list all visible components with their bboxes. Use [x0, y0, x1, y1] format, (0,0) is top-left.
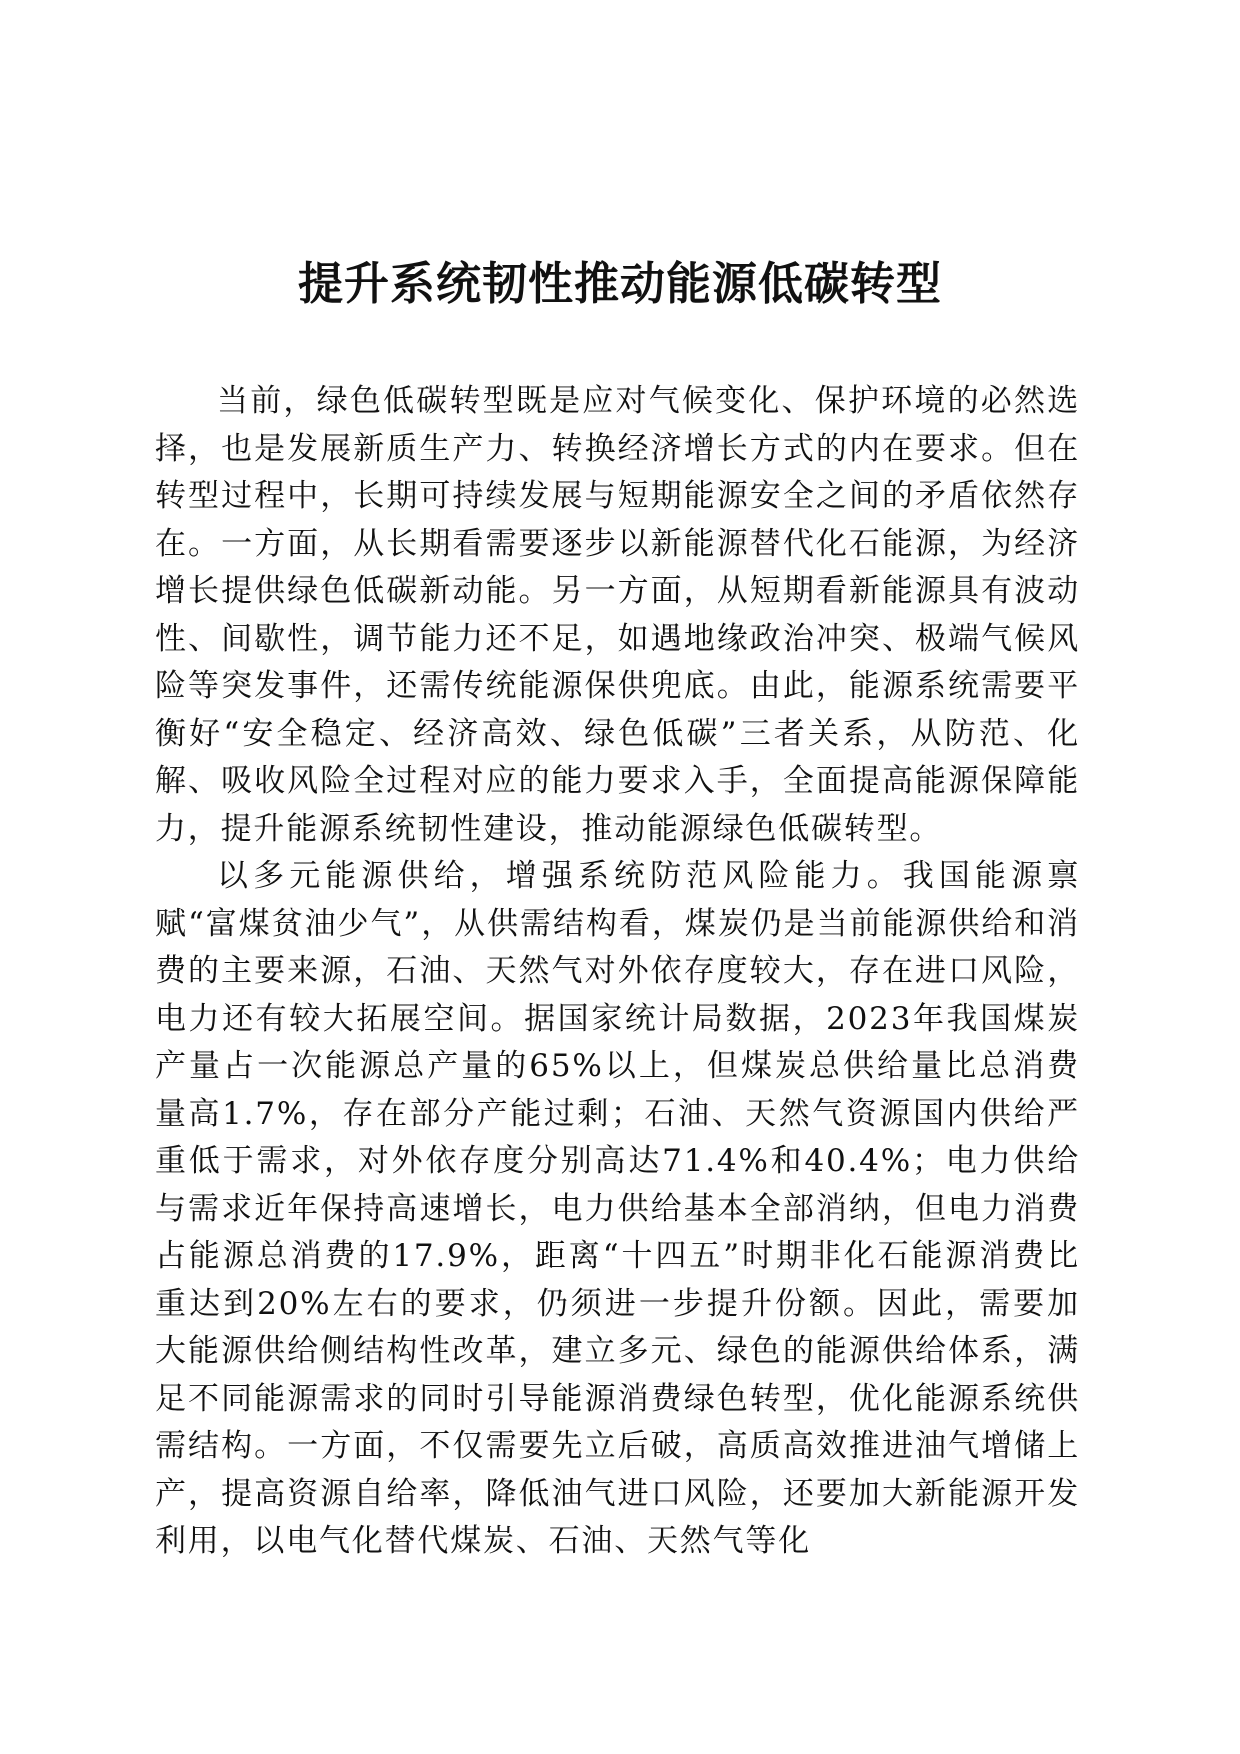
document-body: [155, 378, 1080, 1566]
document-title: 提升系统韧性推动能源低碳转型: [297, 257, 942, 310]
paragraph-intro: 当前，绿色低碳转型既是应对气候变化、保护环境的必然选择，也是发展新质生产力、转换经济增长方式的内在要求。但在转型过程中，长期可持续发展与短期能源安全之间的矛盾依然存在。一方面，从长期看需要逐步以新能源替代化石能源，为经济增长提供绿色低碳新动能。另一方面，从短期看新能源具有波动性、间歇性，调节能力还不足，如遇地缘政治冲突、极端气候风险等突发事件，还需传统能源保供兜底。由此，能源系统需要平衡好“安全稳定、经济高效、绿色低碳”三者关系，从防范、化解、吸收风险全过程对应的能力要求入手，全面提高能源保障能力，提升能源系统韧性建设，推动能源绿色低碳转型。: [155, 383, 1080, 847]
paragraph-energy-supply: 以多元能源供给，增强系统防范风险能力。我国能源禀赋“富煤贫油少气”，从供需结构看，煤炭仍是当前能源供给和消费的主要来源，石油、天然气对外依存度较大，存在进口风险，电力还有较大拓展空间。据国家统计局数据，2023年我国煤炭产量占一次能源总产量的65%以上，但煤炭总供给量比总消费量高1.7%，存在部分产能过剩；石油、天然气资源国内供给严重低于需求，对外依存度分别高达71.4%和40.4%；电力供给与需求近年保持高速增长，电力供给基本全部消纳，但电力消费占能源总消费的17.9%，距离“十四五”时期非化石能源消费比重达到20%左右的要求，仍须进一步提升份额。因此，需要加大能源供给侧结构性改革，建立多元、绿色的能源供给体系，满足不同能源需求的同时引导能源消费绿色转型，优化能源系统供需结构。一方面，不仅需要先立后破，高质高效推进油气增储上产，提高资源自给率，降低油气进口风险，还要加大新能源开发利用，以电气化替代煤炭、石油、天然气等化: [155, 858, 1080, 1559]
